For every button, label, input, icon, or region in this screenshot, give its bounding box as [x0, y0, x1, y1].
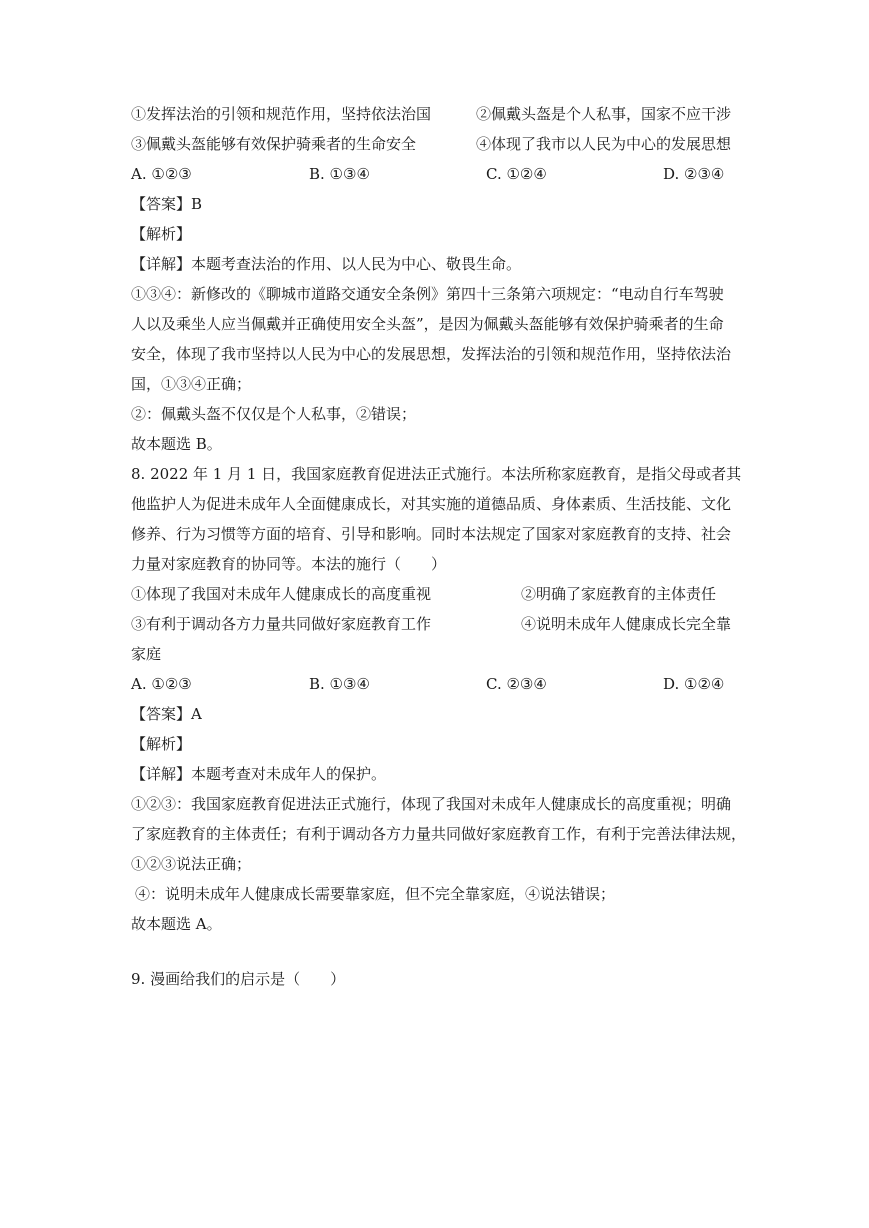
q7-choice-c: C. ①②④ [486, 165, 547, 183]
q9-stem: 9. 漫画给我们的启示是（ ） [131, 970, 346, 988]
q8-stem-line-3: 修养、行为习惯等方面的培育、引导和影响。同时本法规定了国家对家庭教育的支持、社会 [131, 525, 732, 543]
q7-explanation-line-4: 国，①③④正确； [131, 375, 252, 393]
q8-explanation-line-1: ①②③：我国家庭教育促进法正式施行，体现了我国对未成年人健康成长的高度重视；明确 [131, 795, 732, 813]
q8-conclusion: 故本题选 A。 [131, 915, 222, 933]
q7-choice-d: D. ②③④ [663, 165, 725, 183]
q7-explanation-line-2: 人以及乘坐人应当佩戴并正确使用安全头盔”，是因为佩戴头盔能够有效保护骑乘者的生命 [131, 315, 724, 333]
q7-conclusion: 故本题选 B。 [131, 435, 222, 453]
q7-detail: 【详解】本题考查法治的作用、以人民为中心、敬畏生命。 [131, 255, 522, 273]
q7-answer: 【答案】B [131, 195, 203, 213]
q8-stem-line-2: 他监护人为促进未成年人全面健康成长，对其实施的道德品质、身体素质、生活技能、文化 [131, 495, 732, 513]
q7-option-3: ③佩戴头盔能够有效保护骑乘者的生命安全 [131, 135, 417, 153]
q8-choice-c: C. ②③④ [486, 675, 547, 693]
q7-option-2: ②佩戴头盔是个人私事，国家不应干涉 [476, 105, 732, 123]
q8-explanation-line-4: ④：说明未成年人健康成长需要靠家庭，但不完全靠家庭，④说法错误； [135, 885, 616, 903]
q8-explanation-line-3: ①②③说法正确； [131, 855, 252, 873]
q7-explanation-line-3: 安全，体现了我市坚持以人民为中心的发展思想，发挥法治的引领和规范作用，坚持依法治 [131, 345, 732, 363]
q8-option-1: ①体现了我国对未成年人健康成长的高度重视 [131, 585, 432, 603]
q8-choice-d: D. ①②④ [663, 675, 725, 693]
q8-detail: 【详解】本题考查对未成年人的保护。 [131, 765, 387, 783]
q7-choice-b: B. ①③④ [309, 165, 370, 183]
q7-option-4: ④体现了我市以人民为中心的发展思想 [476, 135, 732, 153]
q8-explanation-line-2: 了家庭教育的主体责任；有利于调动各方力量共同做好家庭教育工作，有利于完善法律法规， [131, 825, 747, 843]
q7-analysis-heading: 【解析】 [131, 225, 192, 243]
q7-option-1: ①发挥法治的引领和规范作用，坚持依法治国 [131, 105, 432, 123]
q8-option-4-continued: 家庭 [131, 645, 162, 663]
q8-analysis-heading: 【解析】 [131, 735, 192, 753]
q7-explanation-line-1: ①③④：新修改的《聊城市道路交通安全条例》第四十三条第六项规定：“电动自行车驾驶 [131, 285, 724, 303]
q8-choice-a: A. ①②③ [131, 675, 192, 693]
q8-stem-line-1: 8. 2022 年 1 月 1 日，我国家庭教育促进法正式施行。本法所称家庭教育，是指父母或者其 [131, 465, 742, 483]
q8-stem-line-4: 力量对家庭教育的协同等。本法的施行（ ） [131, 555, 447, 573]
q8-option-2: ②明确了家庭教育的主体责任 [521, 585, 717, 603]
q8-choice-b: B. ①③④ [309, 675, 370, 693]
q8-answer: 【答案】A [131, 705, 202, 723]
q7-explanation-line-5: ②：佩戴头盔不仅仅是个人私事，②错误； [131, 405, 417, 423]
q8-option-3: ③有利于调动各方力量共同做好家庭教育工作 [131, 615, 432, 633]
q7-choice-a: A. ①②③ [131, 165, 192, 183]
q8-option-4: ④说明未成年人健康成长完全靠 [521, 615, 732, 633]
